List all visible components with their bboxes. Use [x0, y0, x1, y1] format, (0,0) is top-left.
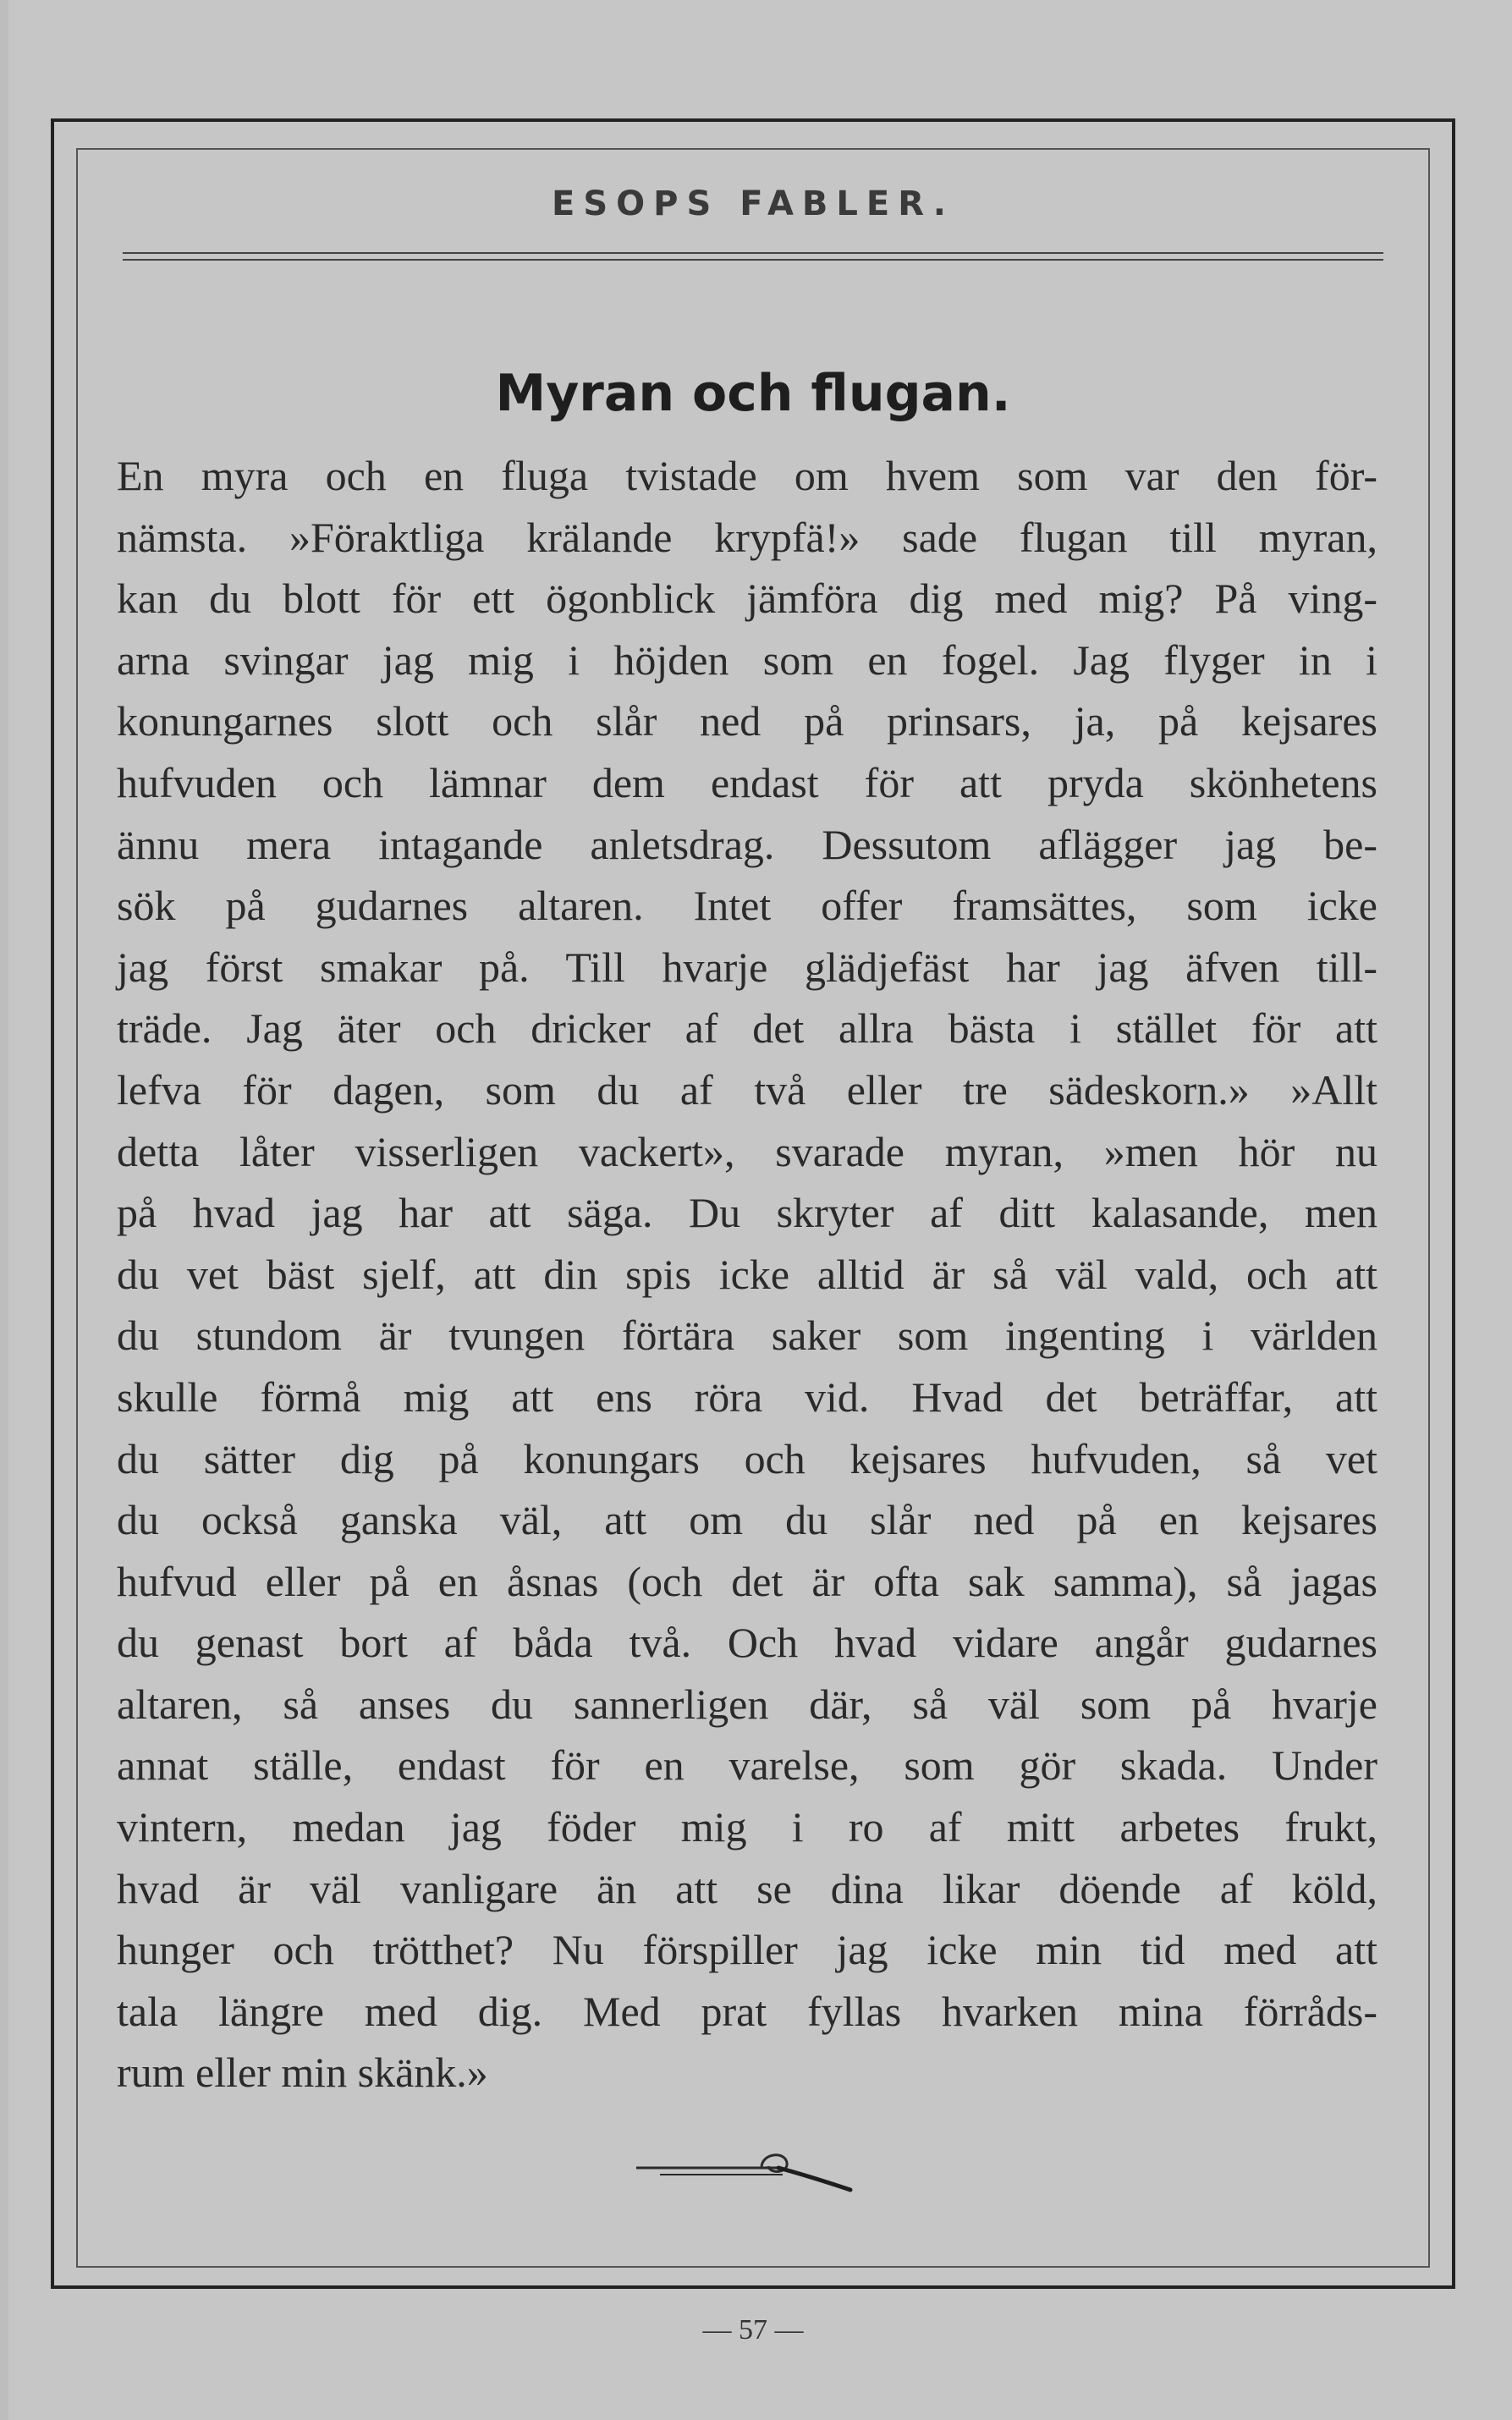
body-line: träde. Jag äter och dricker af det allra bästa i stället för att	[117, 1004, 1377, 1053]
body-line: du också ganska väl, att om du slår ned på en kejsares	[117, 1496, 1377, 1544]
end-flourish-ornament	[635, 2141, 855, 2200]
body-line: detta låter visserligen vackert», svarade myran, »men hör nu	[117, 1127, 1377, 1175]
body-line: hufvud eller på en åsnas (och det är ofta sak samma), så jagas	[117, 1557, 1377, 1605]
body-line: du sätter dig på konungars och kejsares hufvuden, så vet	[117, 1434, 1377, 1482]
body-line: kan du blott för ett ögonblick jämföra dig med mig? På ving-	[117, 575, 1377, 623]
body-line: hunger och trötthet? Nu förspiller jag icke min tid med att	[117, 1926, 1377, 1974]
body-line: jag först smakar på. Till hvarje glädjefäst har jag äfven till-	[117, 943, 1377, 991]
body-line: på hvad jag har att säga. Du skryter af ditt kalasande, men	[117, 1189, 1377, 1237]
double-rule-divider	[123, 252, 1383, 261]
body-line: du genast bort af båda två. Och hvad vidare angår gudarnes	[117, 1619, 1377, 1667]
body-line: du stundom är tvungen förtära saker som ingenting i världen	[117, 1312, 1377, 1360]
body-line: konungarnes slott och slår ned på prinsars, ja, på kejsares	[117, 697, 1377, 745]
body-line: nämsta. »Föraktliga krälande krypfä!» sade flugan till myran,	[117, 513, 1377, 561]
body-line: En myra och en fluga tvistade om hvem som var den för-	[117, 452, 1377, 499]
body-line: hvad är väl vanligare än att se dina likar döende af köld,	[117, 1864, 1377, 1912]
body-line: annat ställe, endast för en varelse, som gör skada. Under	[117, 1741, 1377, 1790]
story-body	[117, 445, 1377, 2104]
body-line: skulle förmå mig att ens röra vid. Hvad det beträffar, att	[117, 1372, 1377, 1421]
body-line: altaren, så anses du sannerligen där, så väl som på hvarje	[117, 1680, 1377, 1728]
page-number: — 57 —	[702, 2314, 804, 2346]
body-line-last: rum eller min skänk.»	[117, 2049, 488, 2097]
body-line: ännu mera intagande anletsdrag. Dessutom aflägger jag be-	[117, 820, 1377, 868]
running-head: ESOPS FABLER.	[552, 184, 954, 223]
story-title: Myran och flugan.	[495, 364, 1011, 423]
body-line: du vet bäst sjelf, att din spis icke alltid är så väl vald, och att	[117, 1250, 1377, 1298]
body-line: hufvuden och lämnar dem endast för att pryda skönhetens	[117, 758, 1377, 806]
body-line: arna svingar jag mig i höjden som en fogel. Jag flyger in i	[117, 635, 1377, 684]
body-line: vintern, medan jag föder mig i ro af mitt arbetes frukt,	[117, 1803, 1377, 1851]
body-line: lefva för dagen, som du af två eller tre sädeskorn.» »Allt	[117, 1065, 1377, 1114]
body-line: sök på gudarnes altaren. Intet offer framsättes, som icke	[117, 882, 1377, 930]
body-line: tala längre med dig. Med prat fyllas hvarken mina förråds-	[117, 1987, 1377, 2035]
